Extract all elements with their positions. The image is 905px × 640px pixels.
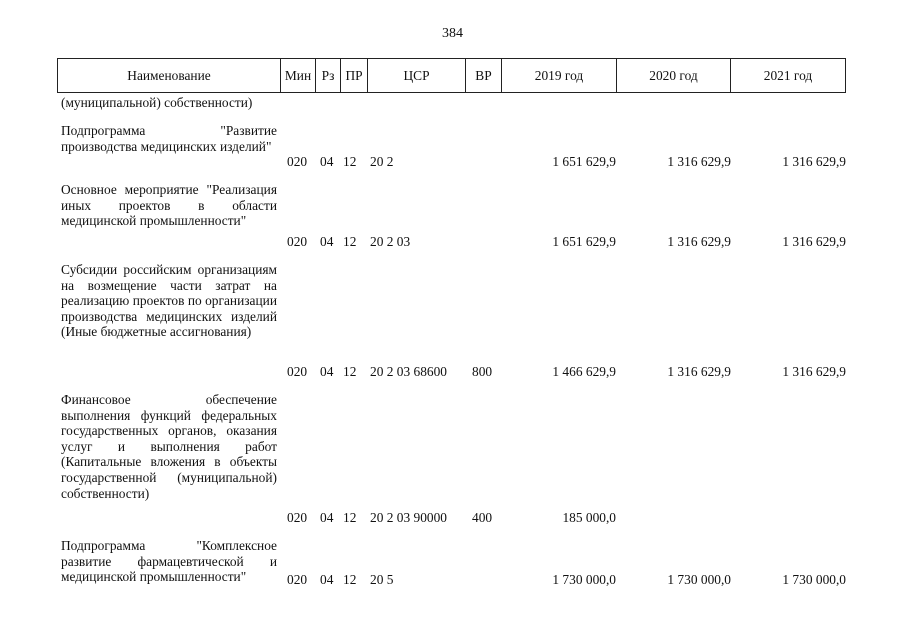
row-rz: 04 bbox=[320, 510, 334, 525]
row-pr: 12 bbox=[343, 364, 357, 379]
row-pr: 12 bbox=[343, 572, 357, 587]
header-2020: 2020 год bbox=[617, 59, 731, 92]
row-rz: 04 bbox=[320, 154, 334, 170]
row-csr: 20 2 03 90000 bbox=[370, 510, 447, 525]
row-csr: 20 2 03 68600 bbox=[370, 364, 447, 379]
row-min: 020 bbox=[287, 364, 308, 379]
header-pr: ПР bbox=[341, 59, 368, 92]
row-2020: 1 730 000,0 bbox=[667, 572, 731, 587]
header-csr: ЦСР bbox=[368, 59, 466, 92]
header-vr: ВР bbox=[466, 59, 502, 92]
row-name: Субсидии российским организациям на возмещение части затрат на реализацию проектов по организации производства медицинских изделий (Иные бюджетные ассигнования) bbox=[61, 262, 277, 340]
row-2021: 1 316 629,9 bbox=[782, 154, 846, 170]
header-2021: 2021 год bbox=[763, 68, 813, 83]
row-min: 020 bbox=[287, 234, 308, 249]
row-min: 020 bbox=[287, 572, 308, 587]
header-name: Наименование bbox=[58, 59, 281, 92]
row-2020: 1 316 629,9 bbox=[667, 364, 731, 379]
row-vr: 400 bbox=[472, 510, 493, 525]
row-2019: 1 651 629,9 bbox=[552, 234, 616, 249]
row-name: Подпрограмма "Комплексное развитие фармацевтической и медицинской промышленности" bbox=[61, 538, 277, 585]
row-min: 020 bbox=[287, 154, 308, 170]
row-2019: 185 000,0 bbox=[562, 510, 616, 525]
header-min: Мин bbox=[281, 59, 316, 92]
row-name: Основное мероприятие "Реализация иных проектов в области медицинской промышленности" bbox=[61, 182, 277, 229]
row-2020: 1 316 629,9 bbox=[667, 154, 731, 170]
header-2019: 2019 год bbox=[502, 59, 617, 92]
row-2019: 1 651 629,9 bbox=[552, 154, 616, 170]
row-csr: 20 2 03 bbox=[370, 234, 411, 249]
row-rz: 04 bbox=[320, 234, 334, 249]
row-name: (муниципальной) собственности) bbox=[61, 95, 253, 110]
row-2021: 1 730 000,0 bbox=[782, 572, 846, 587]
row-pr: 12 bbox=[343, 510, 357, 525]
header-rz: Рз bbox=[316, 59, 341, 92]
row-csr: 20 2 bbox=[370, 154, 394, 170]
row-pr: 12 bbox=[343, 234, 357, 249]
row-2021: 1 316 629,9 bbox=[782, 234, 846, 249]
row-vr: 800 bbox=[472, 364, 493, 379]
row-rz: 04 bbox=[320, 364, 334, 379]
row-2019: 1 730 000,0 bbox=[552, 572, 616, 587]
row-pr: 12 bbox=[343, 154, 357, 170]
row-csr: 20 5 bbox=[370, 572, 394, 587]
row-2020: 1 316 629,9 bbox=[667, 234, 731, 249]
row-name: Подпрограмма "Развитие производства медицинских изделий" bbox=[61, 123, 277, 154]
row-min: 020 bbox=[287, 510, 308, 525]
row-2019: 1 466 629,9 bbox=[552, 364, 616, 379]
row-name: Финансовое обеспечение выполнения функций федеральных государственных органов, оказания услуг и выполнения работ (Капитальные вложения в объекты государственной (муниципальной) собственности) bbox=[61, 392, 277, 501]
table-header bbox=[57, 58, 846, 93]
page-number: 384 bbox=[442, 26, 463, 41]
row-rz: 04 bbox=[320, 572, 334, 587]
row-2021: 1 316 629,9 bbox=[782, 364, 846, 379]
